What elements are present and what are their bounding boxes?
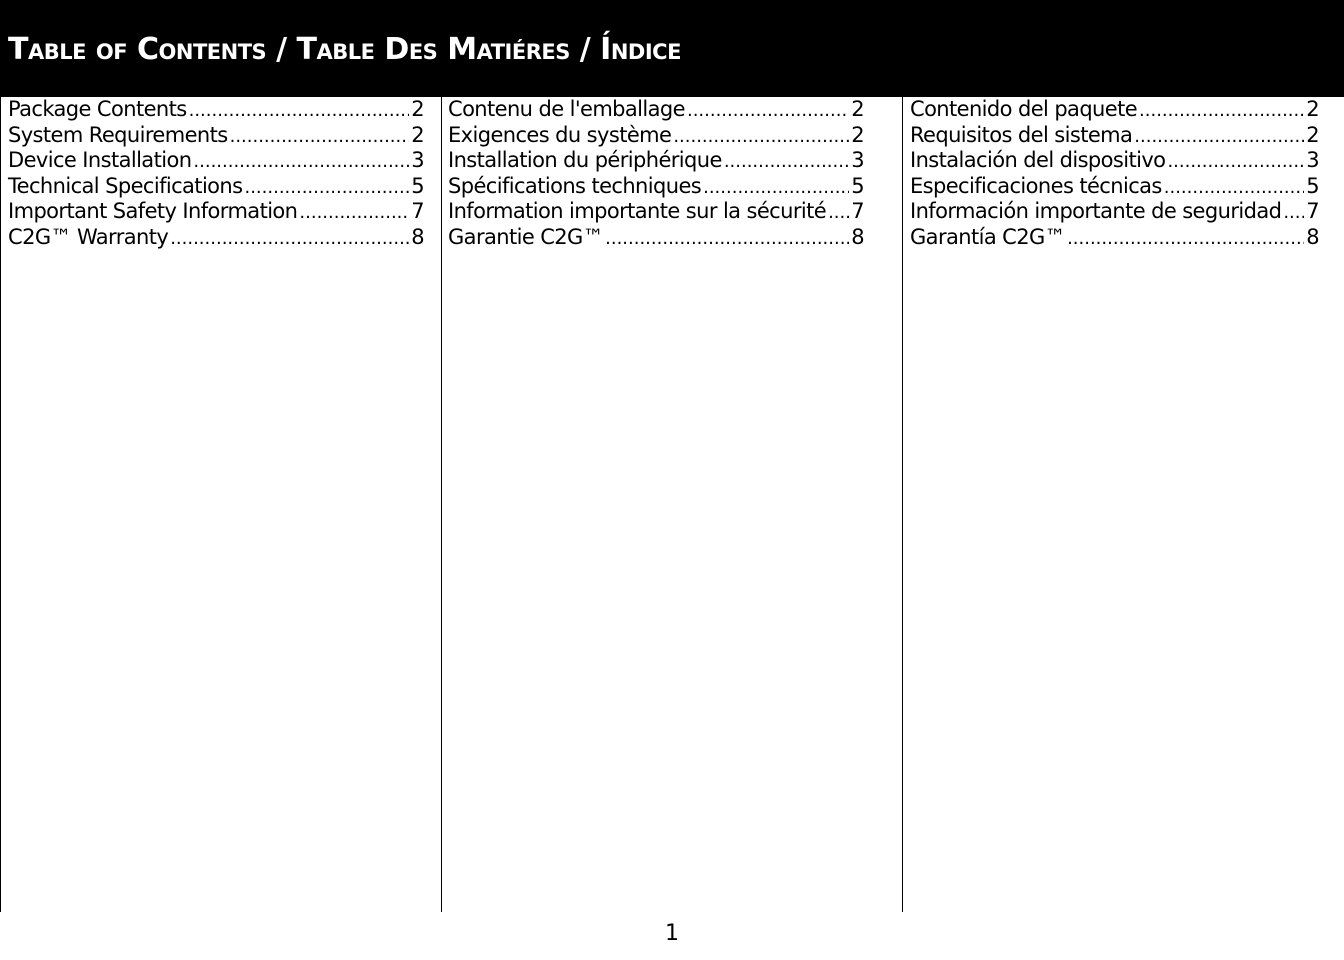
header-bar <box>0 0 1344 97</box>
toc-entry-page: 2 <box>1306 97 1319 121</box>
toc-list-french <box>448 97 864 250</box>
toc-entry-label: Information importante sur la sécurité <box>448 199 827 223</box>
toc-column-spanish <box>903 97 1344 912</box>
toc-entry-label: Exigences du système <box>448 122 672 147</box>
toc-entry[interactable] <box>910 123 1319 149</box>
toc-entry[interactable] <box>910 225 1319 251</box>
toc-entry-label: Especificaciones técnicas <box>910 173 1162 198</box>
dot-leader <box>230 124 410 150</box>
toc-entry[interactable] <box>910 174 1319 200</box>
toc-entry-label: Technical Specifications <box>8 173 243 198</box>
toc-entry-page: 5 <box>851 173 864 198</box>
dot-leader <box>1139 98 1304 124</box>
toc-entry-page: 5 <box>1306 173 1319 198</box>
toc-entry[interactable] <box>8 97 424 123</box>
toc-entry-page: 7 <box>411 199 424 223</box>
toc-entry-label: Instalación del dispositivo <box>910 148 1166 172</box>
dot-leader <box>244 175 409 201</box>
dot-leader <box>687 98 849 124</box>
toc-list-english <box>8 97 424 250</box>
page-number: 1 <box>665 921 679 946</box>
toc-entry[interactable] <box>448 123 864 149</box>
toc-entry-page: 7 <box>851 199 864 223</box>
toc-entry-page: 2 <box>851 122 864 147</box>
toc-entry-label: System Requirements <box>8 122 228 147</box>
toc-entry-label: Información importante de seguridad <box>910 199 1282 223</box>
toc-entry-label: Device Installation <box>8 148 192 172</box>
toc-entry[interactable] <box>910 97 1319 123</box>
toc-entry-label: Package Contents <box>8 97 187 121</box>
dot-leader <box>1164 175 1304 201</box>
toc-entry[interactable] <box>448 148 864 174</box>
toc-entry-page: 2 <box>411 122 424 147</box>
toc-list-spanish <box>910 97 1319 250</box>
toc-entry[interactable] <box>448 97 864 123</box>
dot-leader <box>299 200 409 226</box>
toc-entry[interactable] <box>910 199 1319 225</box>
toc-entry-label: Requisitos del sistema <box>910 122 1133 147</box>
toc-entry-page: 5 <box>411 173 424 198</box>
toc-entry[interactable] <box>448 174 864 200</box>
dot-leader <box>724 149 849 175</box>
dot-leader <box>1134 124 1304 150</box>
dot-leader <box>703 175 849 201</box>
toc-entry-label: Important Safety Information <box>8 199 298 223</box>
toc-entry[interactable] <box>8 199 424 225</box>
toc-entry-page: 3 <box>411 148 424 172</box>
toc-entry-label: Contenido del paquete <box>910 97 1138 121</box>
toc-entry[interactable] <box>448 225 864 251</box>
toc-entry-page: 7 <box>1306 199 1319 223</box>
toc-entry-label: Contenu de l'emballage <box>448 97 685 121</box>
toc-entry-label: Garantía C2G™ <box>910 224 1066 249</box>
toc-entry[interactable] <box>910 148 1319 174</box>
toc-entry-label: Garantie C2G™ <box>448 224 604 249</box>
toc-entry[interactable] <box>448 199 864 225</box>
toc-entry-page: 3 <box>851 148 864 172</box>
toc-entry-page: 3 <box>1306 148 1319 172</box>
toc-entry-page: 2 <box>411 97 424 121</box>
toc-entry[interactable] <box>8 225 424 251</box>
toc-entry[interactable] <box>8 123 424 149</box>
toc-entry-page: 8 <box>1306 224 1319 249</box>
toc-entry-page: 8 <box>851 224 864 249</box>
dot-leader <box>1283 200 1304 226</box>
page-title: Table of Contents / Table Des Matiéres / Índice <box>8 32 681 67</box>
toc-entry-page: 2 <box>1306 122 1319 147</box>
dot-leader <box>189 98 410 124</box>
toc-entry-page: 8 <box>411 224 424 249</box>
dot-leader <box>1167 149 1304 175</box>
dot-leader <box>828 200 849 226</box>
dot-leader <box>170 226 409 252</box>
toc-column-french <box>442 97 903 912</box>
dot-leader <box>1067 226 1304 252</box>
toc-entry-label: C2G™ Warranty <box>8 224 169 249</box>
toc-column-english <box>0 97 442 912</box>
toc-entry[interactable] <box>8 148 424 174</box>
toc-entry[interactable] <box>8 174 424 200</box>
dot-leader <box>605 226 849 252</box>
dot-leader <box>673 124 849 150</box>
toc-entry-page: 2 <box>851 97 864 121</box>
dot-leader <box>193 149 409 175</box>
toc-entry-label: Spécifications techniques <box>448 173 702 198</box>
toc-entry-label: Installation du périphérique <box>448 148 722 172</box>
